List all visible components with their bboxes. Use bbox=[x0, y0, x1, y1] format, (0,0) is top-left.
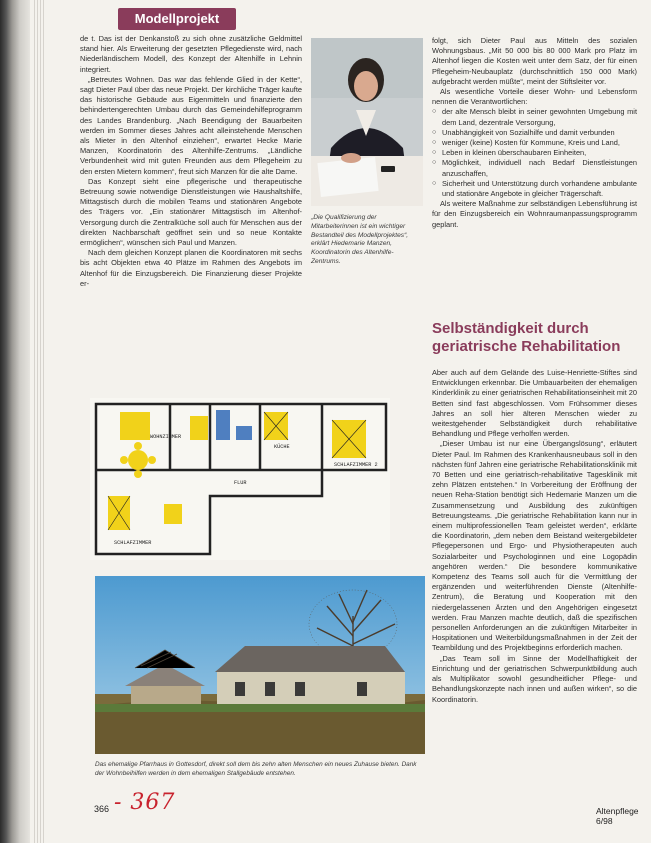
book-spine bbox=[0, 0, 30, 843]
list-item: ○ weniger (keine) Kosten für Kommune, Kreis und Land, bbox=[432, 138, 637, 148]
magazine-issue: Altenpflege 6/98 bbox=[596, 806, 639, 826]
paragraph: Das Konzept sieht eine pflegerische und therapeutische Betreuung sowie notwendige Dienstleistungen wie Haushaltshilfe, Mittagstisch durch die mobilen Teams und stationären Angebote des Trägers vor. „Ein stationärer Mittagstisch im Altenhof-Versorgung durch die Zentralküche soll auch für Menschen aus der direkten Nachbarschaft geöffnet sein und so neue Kontakte ermöglichen“, wünschen sich Paul und Manzen. bbox=[80, 176, 302, 248]
page-number: 366 bbox=[94, 804, 110, 814]
house-illustration bbox=[95, 576, 425, 754]
right-text-column bbox=[432, 36, 637, 306]
paragraph: „Dieser Umbau ist nur eine Übergangslösung“, erläutert Dieter Paul. Im Rahmen des Krankenhausneubaus soll in den nächsten fünf Jahren eine geriatrische Rehabilitationsklinik mit 70 Betten und eine geriatrisch-rehabilitative Tagesklinik mit zehn Plätzen entstehen.“ In Vorbereitung der Eröffnung der neuen Reha-Station benötigt sich Hedemarie Manzen um die Zusammensetzung und Ausbildung des zukünftigen Betreuungsteams. „Die geriatrische Rehabilitation kann nur in einem multiprofessionellen Team geleistet werden“, erklärte die Koordinatorin, „dem neben dem Beistand weitergebildeter Pflegepersonen und Ergo- und Physiotherapeuten auch Sozialarbeiter und Psychologinnen und eine Logopädin angehören werden.“ Die besondere kommunikative Kompetenz des Teams soll auch für die Vermittlung der ergänzenden und weiterführenden Dienste (Altenhilfe-Zentrum), die Beratung und Kooperation mit den niedergelassenen Ärzten und den Angehörigen eingesetzt werden. Frau Manzen machte deutlich, daß die spezifischen personellen Anforderungen an die zukünftigen Mitarbeiter in Hospitationen und Weiterbildungsmaßnahmen in der Zeit der Teambildung und des Projektbeginns erforderlich machen. bbox=[432, 439, 637, 653]
plan-label: KÜCHE bbox=[274, 444, 290, 450]
section-headline: Selbständigkeit durch geriatrische Rehabilitation bbox=[432, 320, 621, 355]
paragraph: Als wesentliche Vorteile dieser Wohn- und Lebensform nennen die Verantwortlichen: bbox=[432, 87, 637, 107]
section-tag: Modellprojekt bbox=[118, 8, 236, 30]
plan-label: FLUR bbox=[234, 480, 247, 486]
paragraph: Als weitere Maßnahme zur selbständigen Lebensführung ist für den Einzugsbereich ein Wohnraumanpassungsprogramm geplant. bbox=[432, 199, 637, 229]
paragraph: folgt, sich Dieter Paul aus Mitteln des sozialen Wohnungsbaus. „Mit 50 000 bis 80 000 Mark pro Platz im Altenhof liegen die Kosten weit unter dem Satz, der für einen Pflegeheim-Neubauplatz (durchschnittlich 150 000 Mark) aufgebracht werden müßte“, meint der Stiftsleiter vor. bbox=[432, 36, 637, 86]
plan-label: WOHNZIMMER bbox=[150, 434, 182, 440]
photo-caption: Das ehemalige Pfarrhaus in Gottesdorf, direkt soll dem bis zehn alten Menschen ein neues Zuhause bieten. Dank der Wohnbeihilfen werden in dem ehemaligen Stallgebäude entstehen. bbox=[95, 761, 417, 777]
paragraph: „Das Team soll im Sinne der Modellhaftigkeit der Einrichtung und der geriatrischen Schwerpunktbildung auch als Multiplikator sowohl gesundheitlicher Pflege- und Behandlungskonzepte nach innen und außen wirken“, so die Koordinatorin. bbox=[432, 653, 637, 704]
right-text-column-2 bbox=[432, 368, 637, 808]
page-edges bbox=[34, 0, 44, 843]
list-item: ○ Unabhängigkeit von Sozialhilfe und damit verbunden bbox=[432, 128, 637, 138]
list-item: ○ Leben in kleinen überschaubaren Einheiten, bbox=[432, 148, 637, 158]
list-item: ○ Möglichkeit, individuell nach Bedarf Dienstleistungen anzuschaffen, bbox=[432, 158, 637, 178]
portrait-photo bbox=[311, 38, 423, 206]
left-text-column bbox=[80, 34, 302, 394]
portrait-illustration bbox=[311, 38, 423, 206]
list-item: ○ der alte Mensch bleibt in seiner gewohnten Umgebung mit dem Land, dezentrale Versorgung, bbox=[432, 107, 637, 127]
handwritten-page-number: - 367 bbox=[114, 790, 176, 815]
advantages-list bbox=[432, 107, 637, 199]
paragraph: de t. Das ist der Denkanstoß zu sich ohne zusätzliche Geldmittel stand hier. Als Erweiterung der gesetzten Pflegedienste wird, nach Niederländischem Modell, des Konzept der Altenhilfe in Lehnin integriert. bbox=[80, 34, 302, 74]
photo-caption: „Die Qualifizierung der Mitarbeiterinnen ist ein wichtiger Bestandteil des Modellprojektes“, erklärt Hiedemarie Manzen, Koordinatorin des Altenhilfe-Zentrums. bbox=[311, 214, 409, 265]
paragraph: „Betreutes Wohnen. Das war das fehlende Glied in der Kette“, sagt Dieter Paul über das neue Projekt. Der kirchliche Träger kaufte das historische Gebäude aus Eigenmitteln und finanzierte den behindertengerechten Umbau durch das Gemeindehilfeprogramm des Landes Brandenburg. „Nach Beendigung der Bauarbeiten werden im Sommer dieses Jahres acht alleinstehende Menschen als Mieter in den Altenhof einziehen“, erwartet Hecke Marie Manzen, Koordinatorin des Altenhilfe-Zentrums. „Ländliche Verbundenheit wird mit guten Freunden aus dem Pflegeheim zu den ersten Mietern kommen“, freut sich Manzen für die alte Dame. bbox=[80, 74, 302, 176]
house-photo bbox=[95, 576, 425, 754]
floor-plan bbox=[90, 398, 390, 560]
paragraph: Aber auch auf dem Gelände des Luise-Henriette-Stiftes sind Entwicklungen erkennbar. Die Umbauarbeiten der ehemaligen Kinderklinik zu einer geriatrischen Rehabilitationseinheit mit 20 Betten sind fast abgeschlossen. Vom Frühsommer dieses Jahres an soll hier älteren Menschen wieder zu weitestgehender Selbständigkeit durch rehabilitative Behandlung und Pflege verholfen werden. bbox=[432, 368, 637, 439]
list-item: ○ Sicherheit und Unterstützung durch vorhandene ambulante und stationäre Angebote in gleicher Trägerschaft. bbox=[432, 179, 637, 199]
paragraph: Nach dem gleichen Konzept planen die Koordinatoren mit sechs bis acht Objekten etwa 40 Plätze im Rahmen des Angebots im Altenhof für die Einzugsbereich. Die Finanzierung dieser Projekte er- bbox=[80, 248, 302, 288]
plan-label: SCHLAFZIMMER bbox=[114, 540, 152, 546]
floor-plan-drawing bbox=[90, 398, 390, 560]
plan-label: SCHLAFZIMMER 2 bbox=[334, 462, 378, 468]
